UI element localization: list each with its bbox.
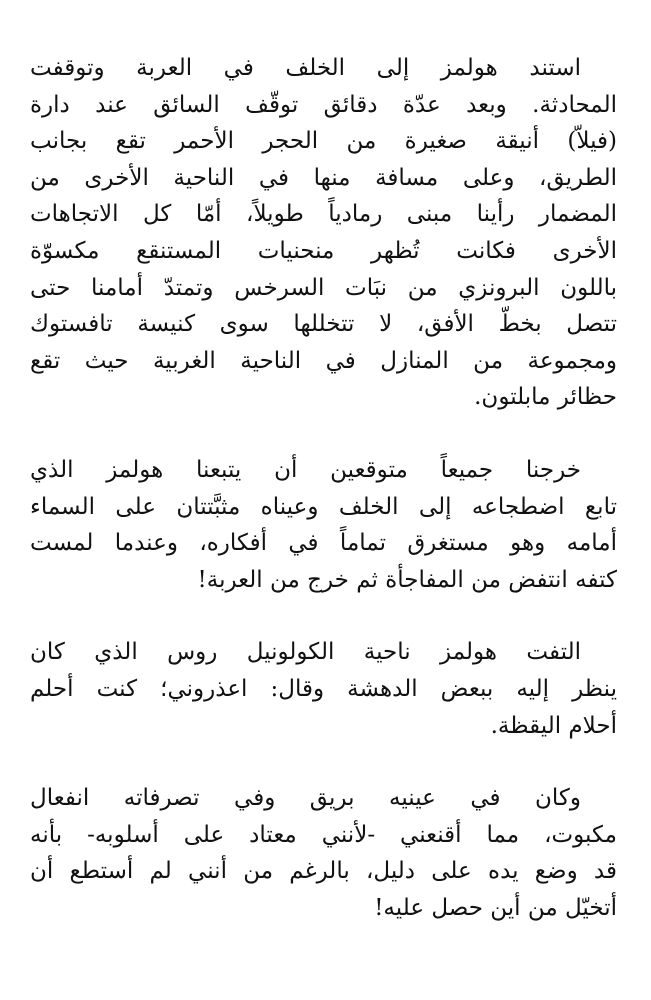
text-line: الطريق، وعلى مسافة منها في الناحية الأخرى من [30,164,617,191]
text-line: الأخرى فكانت تُظهر منحنيات المستنقع مكسوّة [30,237,617,264]
text-line: المحادثة. وبعد عدّة دقائق توقّف السائق عند دارة [30,91,617,118]
paragraph-3 [30,634,617,744]
text-line: تابع اضطجاعه إلى الخلف وعيناه مثبَّتتان على السماء [30,493,617,520]
text-line: كتفه انتفض من المفاجأة ثم خرج من العربة! [197,566,617,593]
text-line: خرجنا جميعاً متوقعين أن يتبعنا هولمز الذي [30,456,581,483]
text-line: ينظر إليه ببعض الدهشة وقال: اعذروني؛ كنت أحلم [30,675,617,702]
paragraph-4 [30,780,617,926]
text-line: التفت هولمز ناحية الكولونيل روس الذي كان [30,639,581,666]
text-line: أحلام اليقظة. [490,712,617,739]
text-line: المضمار رأينا مبنى رمادياً طويلاً، أمّا كل الاتجاهات [30,201,617,228]
text-line: قد وضع يده على دليل، بالرغم من أنني لم أستطع أن [30,858,617,885]
paragraph-2 [30,452,617,598]
text-line: ومجموعة من المنازل في الناحية الغربية حيث تقع [30,347,617,374]
text-line: حظائر مابلتون. [474,384,617,411]
paragraph-1 [30,50,617,416]
text-line: باللون البرونزي من نبَات السرخس وتمتدّ أمامنا حتى [30,274,617,301]
text-line: أتخيّل من أين حصل عليه! [374,894,617,921]
text-line: تتصل بخطّ الأفق، لا تتخللها سوى كنيسة تافستوك [30,311,617,338]
text-line: أمامه وهو مستغرق تماماً في أفكاره، وعندما لمست [30,530,617,557]
text-line: (فيلاّ) أنيقة صغيرة من الحجر الأحمر تقع بجانب [30,128,617,155]
text-line: مكبوت، مما أقنعني -لأنني معتاد على أسلوبه- بأنه [30,821,617,848]
text-line: استند هولمز إلى الخلف في العربة وتوقفت [30,55,581,81]
text-line: وكان في عينيه بريق وفي تصرفاته انفعال [30,785,581,812]
